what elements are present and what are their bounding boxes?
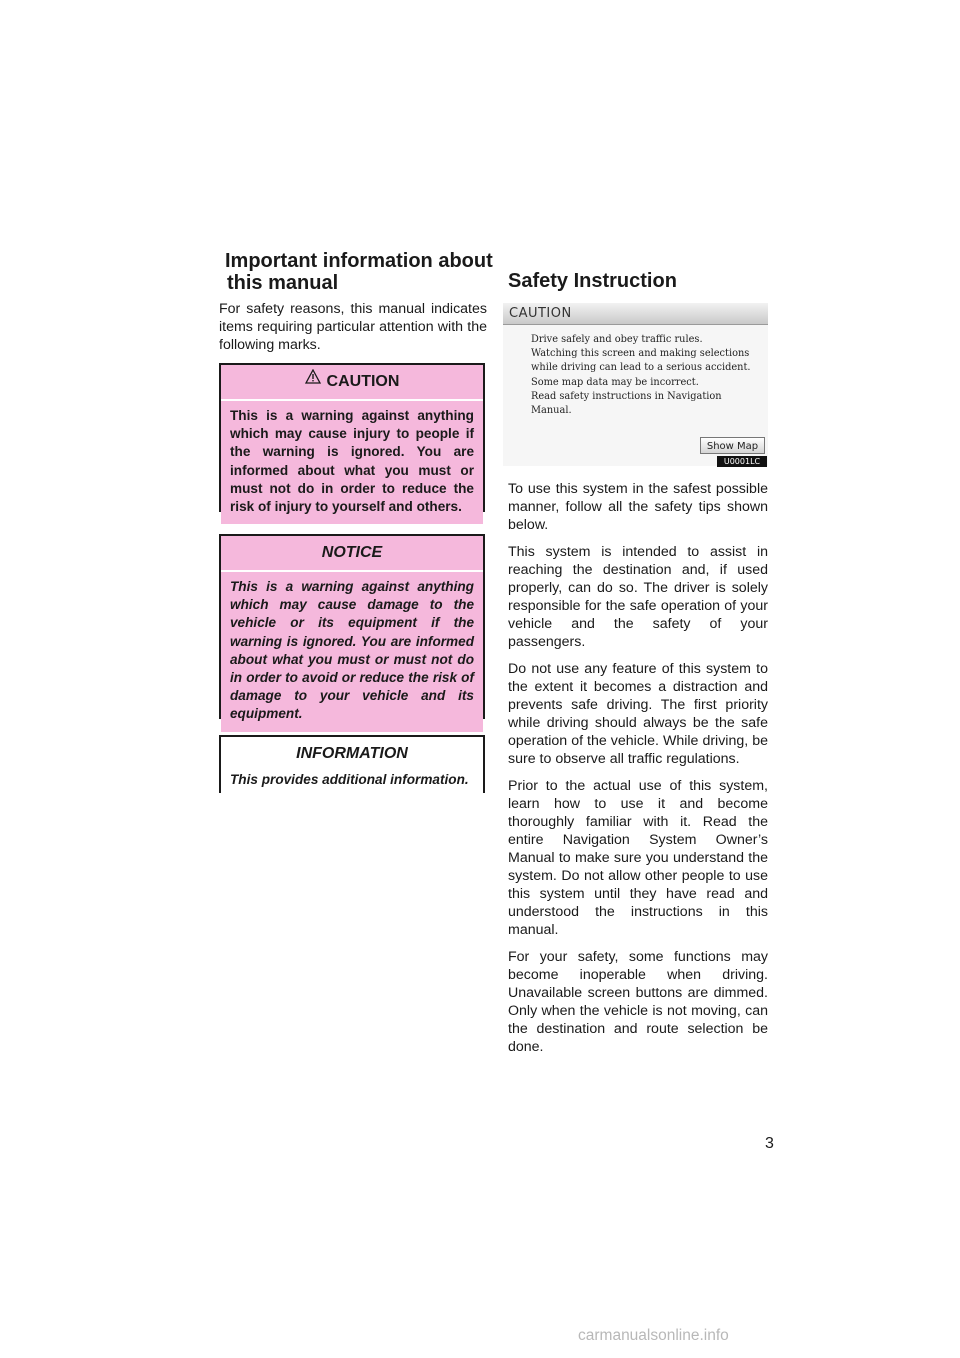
- screen-line: while driving can lead to a serious accident.: [531, 362, 751, 374]
- notice-title: NOTICE: [221, 536, 483, 572]
- heading-line-1: Important information about: [225, 250, 493, 272]
- safety-text: [508, 480, 768, 1065]
- notice-box: [219, 534, 485, 722]
- caution-box: [219, 363, 485, 515]
- screen-message: [531, 333, 761, 418]
- screen-line: Watching this screen and making selections: [531, 348, 750, 360]
- show-map-button[interactable]: Show Map: [700, 437, 765, 454]
- safety-paragraph: Prior to the actual use of this system, learn how to use it and become thoroughly familiar with it. Read the entire Navigation System Owner’s Manual to make sure you understand the system. Do not allow other people to use this system until they have read and understood the instructions in this manual.: [508, 777, 768, 939]
- safety-paragraph: This system is intended to assist in reaching the destination and, if used properly, can do so. The driver is solely responsible for the safe operation of your vehicle and the safety of your passengers.: [508, 543, 768, 651]
- warning-triangle-icon: [305, 363, 321, 397]
- screen-line: Some map data may be incorrect.: [531, 376, 699, 388]
- safety-paragraph: To use this system in the safest possible manner, follow all the safety tips shown below.: [508, 481, 768, 534]
- section-heading-safety: Safety Instruction: [508, 270, 677, 292]
- notice-text: This is a warning against anything which may cause damage to the vehicle or its equipment if the warning is ignored. You are informed about what you must or must not do in order to avoid or reduce the risk of damage to your vehicle and its equipment.: [221, 572, 483, 732]
- caution-title: CAUTION: [326, 373, 400, 391]
- section-heading-important-info: [225, 250, 495, 294]
- page-number: 3: [765, 1135, 774, 1152]
- safety-paragraph: Do not use any feature of this system to the extent it becomes a distraction and prevents safe driving. The first priority while driving should always be the safe operation of the vehicle. While driving, be sure to observe all traffic regulations.: [508, 660, 768, 768]
- information-box: [219, 735, 485, 793]
- intro-paragraph: For safety reasons, this manual indicates items requiring particular attention with the following marks.: [219, 301, 487, 354]
- safety-paragraph: For your safety, some functions may become inoperable when driving. Unavailable screen buttons are dimmed. Only when the vehicle is not moving, can the destination and route selection be done.: [508, 948, 768, 1056]
- navigation-caution-screenshot: [503, 303, 768, 466]
- caution-header: [221, 365, 483, 401]
- screen-line: Drive safely and obey traffic rules.: [531, 334, 703, 345]
- information-title: INFORMATION: [221, 737, 483, 771]
- information-text: This provides additional information.: [221, 771, 483, 797]
- screen-title-bar: CAUTION: [503, 303, 768, 325]
- watermark: carmanualsonline.info: [578, 1327, 729, 1344]
- heading-line-2: this manual: [227, 272, 339, 294]
- image-code-label: U0001LC: [717, 456, 767, 467]
- caution-text: This is a warning against anything which may cause injury to people if the warning is ignored. You are informed about what you must or must not do in order to reduce the risk of injury to yourself and others.: [221, 401, 483, 524]
- screen-line: Read safety instructions in Navigation Manual.: [531, 390, 722, 417]
